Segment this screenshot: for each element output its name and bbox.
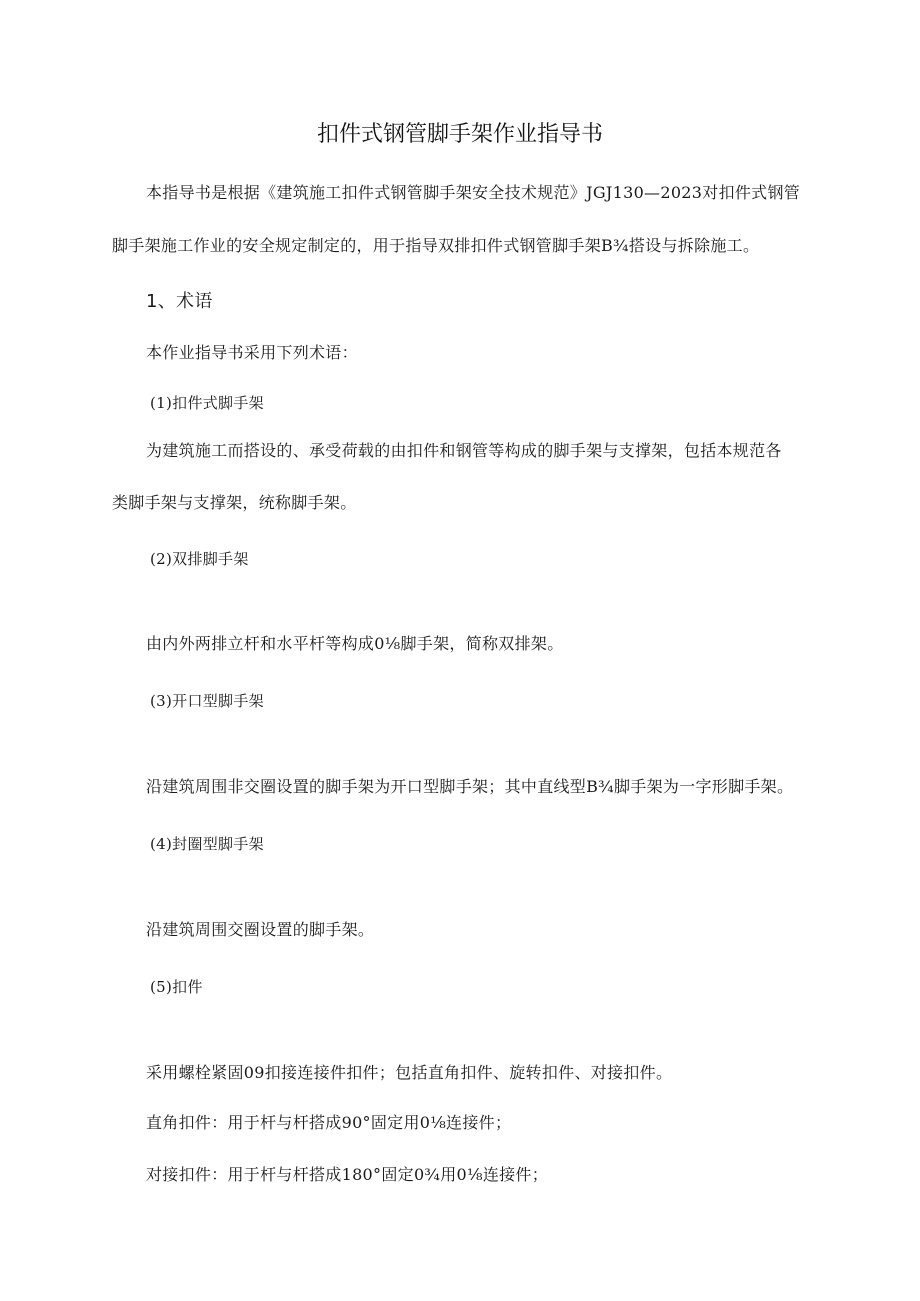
section-lead: 本作业指导书采用下列术语：	[146, 343, 358, 362]
term-5-line-2: 直角扣件：用于杆与杆搭成90°固定用0⅛连接件；	[146, 1113, 512, 1132]
term-label-1: (1)扣件式脚手架	[150, 394, 264, 412]
term-label-2: (2)双排脚手架	[150, 550, 249, 568]
section-heading: 1、术语	[146, 291, 213, 312]
intro-line-1: 本指导书是根据《建筑施工扣件式钢管脚手架安全技术规范》JGJ130—2023对扣件式钢管	[146, 183, 801, 202]
term-label-5: (5)扣件	[150, 978, 203, 996]
term-label-3: (3)开口型脚手架	[150, 692, 264, 710]
term-5-line-1: 采用螺栓紧固09扣接连接件扣件；包括直角扣件、旋转扣件、对接扣件。	[146, 1063, 673, 1082]
term-3-line-1: 沿建筑周围非交圈设置的脚手架为开口型脚手架；其中直线型B¾脚手架为一字形脚手架。	[146, 777, 794, 796]
term-2-line-1: 由内外两排立杆和水平杆等构成0⅛脚手架，简称双排架。	[146, 634, 564, 653]
intro-line-2: 脚手架施工作业的安全规定制定的，用于指导双排扣件式钢管脚手架B¾搭设与拆除施工。	[112, 236, 760, 255]
term-4-line-1: 沿建筑周围交圈设置的脚手架。	[146, 920, 375, 939]
page-title: 扣件式钢管脚手架作业指导书	[316, 122, 603, 147]
term-1-line-2: 类脚手架与支撑架，统称脚手架。	[112, 493, 357, 512]
term-1-line-1: 为建筑施工而搭设的、承受荷载的由扣件和钢管等构成的脚手架与支撑架，包括本规范各	[146, 441, 782, 460]
term-label-4: (4)封圈型脚手架	[150, 835, 264, 853]
term-5-line-3: 对接扣件：用于杆与杆搭成180°固定0¾用0⅛连接件；	[146, 1165, 549, 1184]
